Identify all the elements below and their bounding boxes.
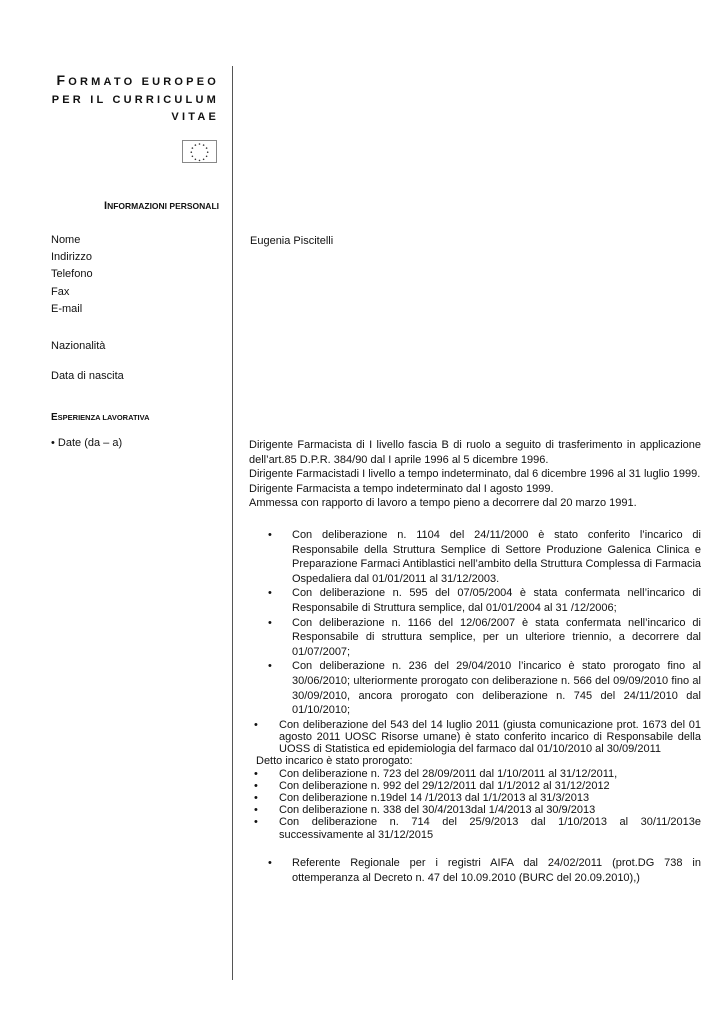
list-item: • Con deliberazione n. 338 del 30/4/2013dal 1/4/2013 al 30/9/2013 <box>246 804 701 816</box>
cv-title-line-1: FORMATO EUROPEO <box>56 72 219 88</box>
intro-line: Dirigente Farmacistadi I livello a tempo indeterminato, dal 6 dicembre 1996 al 31 luglio 1999. <box>249 468 701 481</box>
label-fax: Fax <box>51 286 70 298</box>
label-nome: Nome <box>51 234 81 246</box>
list-item: • Con deliberazione n. 1104 del 24/11/2000 è stato conferito l’incarico di Responsabile della Struttura Semplice di Settore Produzione Galenica Clinica e Preparazione Farmaci Antiblastici nell’ambito della Struttura Complessa di Farmacia Ospedaliera dal 01/01/2011 al 31/12/2003. <box>249 528 701 586</box>
label-date-range: • Date (da – a) <box>51 437 123 449</box>
experience-intro <box>249 438 701 511</box>
list-item: • Con deliberazione n. 992 del 29/12/2011 dal 1/1/2012 al 31/12/2012 <box>246 780 701 792</box>
column-divider <box>232 66 233 980</box>
appointments-list <box>249 528 701 718</box>
label-data-nascita: Data di nascita <box>51 370 124 382</box>
prorogation-list <box>246 768 701 841</box>
name-value: Eugenia Piscitelli <box>250 235 334 247</box>
eu-flag-icon <box>182 140 217 163</box>
list-item: • Con deliberazione n. 723 del 28/09/2011 dal 1/10/2011 al 31/12/2011, <box>246 768 701 780</box>
list-item: • Con deliberazione n.19del 14 /1/2013 dal 1/1/2013 al 31/3/2013 <box>246 792 701 804</box>
intro-line: Dirigente Farmacista di I livello fascia B di ruolo a seguito di trasferimento in applicazione dell’art.85 D.P.R. 384/90 dal I aprile 1996 al 5 dicembre 1996. <box>249 439 701 466</box>
cv-title-line-2: PER IL CURRICULUM <box>51 93 219 106</box>
intro-line: Dirigente Farmacista a tempo indeterminato dal I agosto 1999. <box>249 482 554 495</box>
prorogation-note: Detto incarico è stato prorogato: <box>256 755 413 768</box>
cv-title-line-3: VITAE <box>171 111 219 123</box>
aifa-referent-list <box>249 856 701 886</box>
list-item: • Con deliberazione n. 595 del 07/05/2004 è stata confermata nell’incarico di Responsabile di Struttura semplice, dal 01/01/2004 al 31 /12/2006; <box>249 586 701 615</box>
label-indirizzo: Indirizzo <box>51 251 92 263</box>
list-item: • Con deliberazione n. 1166 del 12/06/2007 è stata confermata nell’incarico di Responsabile di struttura semplice, per un ulteriore triennio, a decorrere dal 01/07/2007; <box>249 616 701 660</box>
list-item: • Referente Regionale per i registri AIFA dal 24/02/2011 (prot.DG 738 in ottemperanza al Decreto n. 47 del 10.09.2010 (BURC del 20.09.2010),) <box>249 856 701 886</box>
intro-line: Ammessa con rapporto di lavoro a tempo pieno a decorrere dal 20 marzo 1991. <box>249 497 637 510</box>
list-item: • Con deliberazione n. 714 del 25/9/2013 dal 1/10/2013 al 30/11/2013e successivamente al 31/12/2015 <box>246 816 701 840</box>
experience-details <box>249 438 701 886</box>
list-item: • Con deliberazione del 543 del 14 luglio 2011 (giusta comunicazione prot. 1673 del 01 agosto 2011 UOSC Risorse umane) è stato conferito incarico di Responsabile della UOSS di Statistica ed epidemiologia del farmaco dal 01/10/2010 al 30/09/2011 <box>246 719 701 756</box>
cv-title <box>52 72 219 127</box>
label-telefono: Telefono <box>51 268 93 280</box>
label-nazionalita: Nazionalità <box>51 340 106 352</box>
experience-heading: ESPERIENZA LAVORATIVA <box>51 412 150 423</box>
list-item: • Con deliberazione n. 236 del 29/04/2010 l’incarico è stato prorogato fino al 30/06/2010; ulteriormente prorogato con deliberazione n. 566 del 09/09/2010 fino al 30/09/2010, ancora prorogato con deliberazione n. 745 del 24/11/2010 dal 01/10/2010; <box>249 659 701 717</box>
statistics-role-list <box>246 719 701 756</box>
label-email: E-mail <box>51 303 83 315</box>
personal-info-heading: INFORMAZIONI PERSONALI <box>104 200 219 212</box>
